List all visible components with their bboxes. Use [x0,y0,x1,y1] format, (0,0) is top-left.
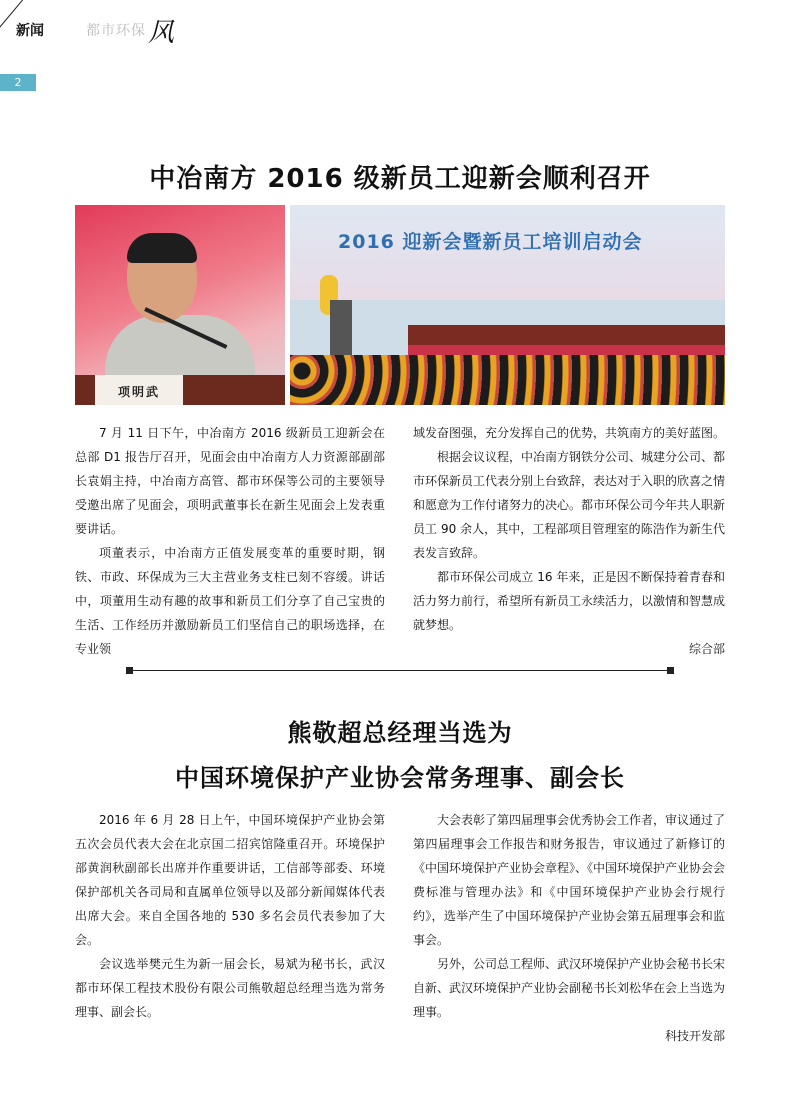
paragraph: 2016 年 6 月 28 日上午，中国环境保护产业协会第五次会员代表大会在北京国二招宾馆隆重召开。环境保护部黄润秋副部长出席并作重要讲话，工信部等部委、环境保护部机关各司局和直属单位领导以及部分新闻媒体代表出席大会。来自全国各地的 530 多名会员代表参加了大会。 [75,813,385,947]
magazine-logo-glyph: 风 [148,18,175,48]
name-card-text: 项明武 [117,385,160,399]
paragraph: 都市环保公司成立 16 年来，正是因不断保持着青春和活力努力前行，希望所有新员工永续活力，以激情和智慧成就梦想。 [413,570,726,632]
paragraph: 7 月 11 日下午，中冶南方 2016 级新员工迎新会在总部 D1 报告厅召开，见面会由中冶南方人力资源部副部长袁娟主持，中冶南方高管、都市环保等公司的主要领导受邀出席了见面会，项明武董事长在新生见面会上发表重要讲话。 [75,426,385,536]
divider-end-left [126,667,133,674]
paragraph: 会议选举樊元生为新一届会长，易斌为秘书长，武汉都市环保工程技术股份有限公司熊敬超总经理当选为常务理事、副会长。 [75,957,385,1019]
divider-end-right [667,667,674,674]
article2-right-column [413,808,725,1048]
podium [330,300,352,355]
audience [290,355,725,405]
article2-left-column [75,808,385,1024]
article2-title-line1: 熊敬超总经理当选为 [287,719,513,747]
article2-title-line2: 中国环境保护产业协会常务理事、副会长 [175,764,625,792]
byline: 综合部 [688,642,725,656]
paragraph: 项董表示，中冶南方正值发展变革的重要时期，钢铁、市政、环保成为三大主营业务支柱已刻不容缓。讲话中，项董用生动有趣的故事和新员工们分享了自己宝贵的生活、工作经历并激励新员工们坚信自己的职场选择，在专业领 [75,546,385,656]
article1-right-column [413,421,725,661]
speaker-photo [75,205,285,405]
paragraph: 另外，公司总工程师、武汉环境保护产业协会秘书长宋自新、武汉环境保护产业协会副秘书长刘松华在会上当选为理事。 [413,957,726,1019]
section-divider [130,670,670,671]
page-number: 2 [14,76,22,89]
photo-hair [127,233,197,263]
magazine-name: 都市环保 [86,23,146,39]
paragraph-continuation: 域发奋图强，充分发挥自己的优势，共筑南方的美好蓝图。 [413,426,726,440]
conference-photo [290,205,725,405]
article1-title: 中冶南方 2016 级新员工迎新会顺利召开 [149,164,651,194]
paragraph: 大会表彰了第四届理事会优秀协会工作者，审议通过了第四届理事会工作报告和财务报告，审议通过了新修订的《中国环境保护产业协会章程》、《中国环境保护产业协会会费标准与管理办法》和《中国环境保护产业协会行规行约》，选举产生了中国环境保护产业协会第五届理事会和监事会。 [413,813,726,947]
stage-banner-text: 2016 迎新会暨新员工培训启动会 [338,231,643,253]
paragraph: 根据会议议程，中冶南方钢铁分公司、城建分公司、都市环保新员工代表分别上台致辞，表达对于入职的欣喜之情和愿意为工作付诸努力的决心。都市环保公司今年共人职新员工 90 余人，其中，工程部项目管理室的陈浩作为新生代表发言致辞。 [413,450,726,560]
section-label: 新闻 [16,23,44,39]
byline: 科技开发部 [664,1029,725,1043]
article1-left-column [75,421,385,661]
